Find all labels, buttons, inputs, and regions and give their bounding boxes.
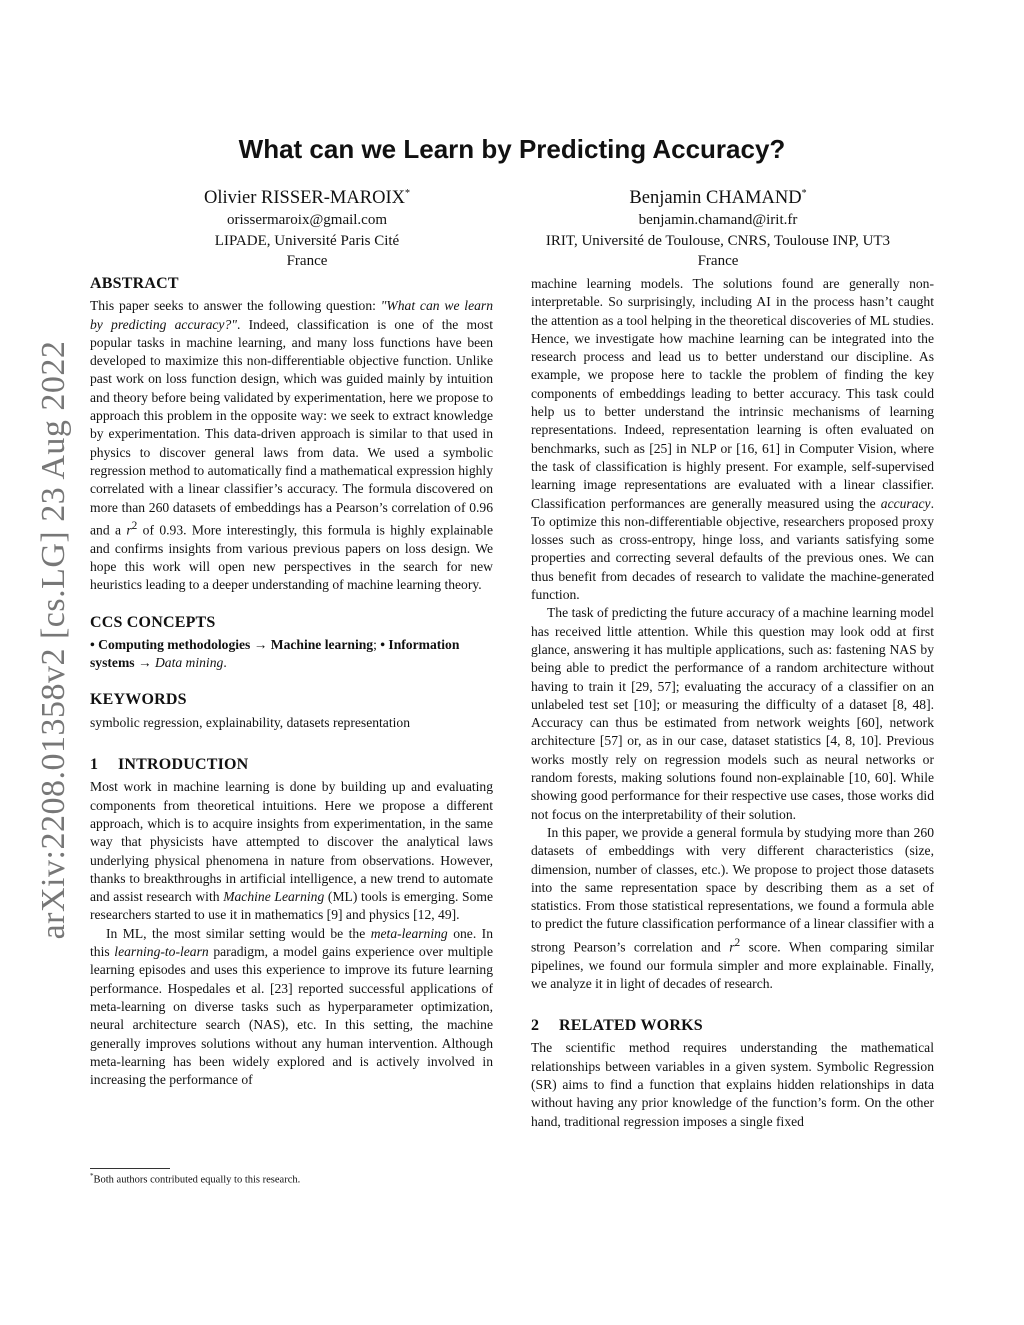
- intro-paragraph-3: The task of predicting the future accuracy of a machine learning model has received little attention. While this question may look odd at first glance, answering it has multiple applications, such as: fastening NAS by being able to predict the performance of a random architecture without having to train it [29, 57]; evaluating the accuracy of a classifier on an unlabeled test set [10]; or measuring the difficulty of a dataset [8, 48]. Accuracy can thus be estimated from network weights [60], network architecture [57] or, as in our case, dataset statistics [4, 8, 10]. Previous works mostly rely on regression models such as neural networks or random forests, making solutions found non-explainable [10, 60]. While showing good performance for their respective use cases, those works did not focus on the interpretability of their solution.: [531, 605, 934, 822]
- intro-paragraph-2: In ML, the most similar setting would be the meta-learning one. In this learning-to-learn paradigm, a model gains experience over multiple learning episodes and uses this experience to improve its future learning performance. Hospedales et al. [23] reported successful applications of meta-learning on diverse tasks such as hyperparameter optimization, neural architecture search (NAS), etc. In this setting, the machine generally improves solutions without any human intervention. Although meta-learning has been widely explored and is actively involved in increasing the performance of: [90, 925, 493, 1088]
- related-paragraph-1: The scientific method requires understanding the mathematical relationships between variables in a given system. Symbolic Regression (SR) aims to find a function that explains hidden relationships in data without having any prior knowledge of the function’s form. On the other hand, traditional regression imposes a single fixed: [531, 1040, 934, 1129]
- ccs-concepts: • Computing methodologies → Machine learning; • Information systems → Data mining.: [90, 636, 460, 671]
- author-country: France: [697, 253, 739, 270]
- intro-paragraph-1: Most work in machine learning is done by building up and evaluating components from theoretical intuitions. Here we propose a different approach, which is to acquire insights from experimentation, in the same way that physicists have attempted to discover the analytical laws underlying physical phenomena in nature from observations. However, thanks to breakthroughs in artificial intelligence, a new trend to automate and assist research with Machine Learning (ML) tools is emerging. Some researchers started to use it in mathematics [9] and physics [12, 49].: [90, 779, 493, 923]
- abstract-heading: ABSTRACT: [90, 275, 179, 292]
- left-column: [90, 275, 493, 1089]
- section-heading-related-works: 2 RELATED WORKS: [531, 1017, 703, 1035]
- equal-contribution-mark: *: [801, 188, 807, 199]
- author-email: orissermaroix@gmail.com: [226, 212, 388, 229]
- intro-paragraph-4: In this paper, we provide a general formula by studying more than 260 datasets of embeddings with very different characteristics (size, dimension, number of classes, etc.). We propose to project those datasets into the same representation space by describing them as a set of statistics. From those statistical representations, we found a formula able to predict the future classification performance of a linear classifier with a strong Pearson’s correlation and $r^2$ score. When comparing similar pipelines, we found our formula simpler and more explainable. Finally, we analyze it in light of decades of research.: [531, 824, 934, 991]
- author-name: Benjamin CHAMAND*: [629, 188, 807, 209]
- ccs-heading: CCS CONCEPTS: [90, 613, 216, 631]
- paper-title: What can we Learn by Predicting Accuracy?: [238, 134, 786, 164]
- author-block-1: [157, 182, 457, 272]
- author-block-2: [518, 182, 918, 272]
- keywords-heading: KEYWORDS: [90, 691, 187, 709]
- equal-contribution-mark: *: [404, 188, 410, 199]
- author-affiliation: IRIT, Université de Toulouse, CNRS, Toulouse INP, UT3: [545, 232, 891, 249]
- arxiv-identifier: arXiv:2208.01358v2 [cs.LG] 23 Aug 2022: [35, 340, 72, 940]
- section-heading-introduction: 1 INTRODUCTION: [90, 756, 249, 774]
- right-column: [531, 275, 934, 1131]
- footnote: *Both authors contributed equally to this research.: [90, 1172, 301, 1186]
- author-email: benjamin.chamand@irit.fr: [638, 212, 798, 229]
- author-country: France: [286, 253, 328, 270]
- abstract-text: This paper seeks to answer the following question: "What can we learn by predicting accuracy?". Indeed, classification is one of the most popular tasks in machine learning, and many loss functions have been developed to maximize this non-differentiable objective function. Unlike past work on loss function design, which was guided mainly by intuition and theory before being validated by experimentation, here we propose to approach this problem in the opposite way: we seek to extract knowledge by experimentation. This data-driven approach is similar to that used in physics to discover general laws from data. We used a symbolic regression method to automatically find a mathematical expression highly correlated with a linear classifier’s accuracy. The formula discovered on more than 260 datasets of embeddings has a Pearson’s correlation of 0.96 and a $r^2$ of 0.93. More interestingly, this formula is highly explainable and confirms insights from various previous papers on loss design. We hope this work will open new perspectives in the search for new heuristics leading to a deeper understanding of machine learning theory.: [90, 298, 493, 593]
- footnote-rule: [90, 1168, 170, 1169]
- intro-paragraph-2-continued: machine learning models. The solutions found are generally non-interpretable. So surprisingly, including AI in the process hasn’t caught the attention as a tool helping in the theoretical discoveries of ML studies. Hence, we investigate how machine learning can be integrated into the research process and lead us to better understand our discipline. As example, we propose here to tackle the problem of finding the key components of embeddings leading to better accuracy. This task could help us to better understand the intrinsic mechanisms of learning representations. Indeed, representation learning is often evaluated on benchmarks, such as [25] in NLP or [16, 61] in Computer Vision, where the task of classification is highly present. For example, self-supervised learning image representations are evaluated with a linear classifier. Classification performances are generally measured using the accuracy. To optimize this non-differentiable objective, researchers proposed proxy losses such as cross-entropy, hinge loss, and variants satisfying some properties and correcting several defaults of the previous ones. We can thus benefit from decades of research to validate the machine-generated function.: [531, 276, 934, 603]
- author-affiliation: LIPADE, Université Paris Cité: [214, 232, 400, 249]
- keywords-text: symbolic regression, explainability, datasets representation: [90, 714, 410, 730]
- author-name: Olivier RISSER-MAROIX*: [204, 188, 410, 209]
